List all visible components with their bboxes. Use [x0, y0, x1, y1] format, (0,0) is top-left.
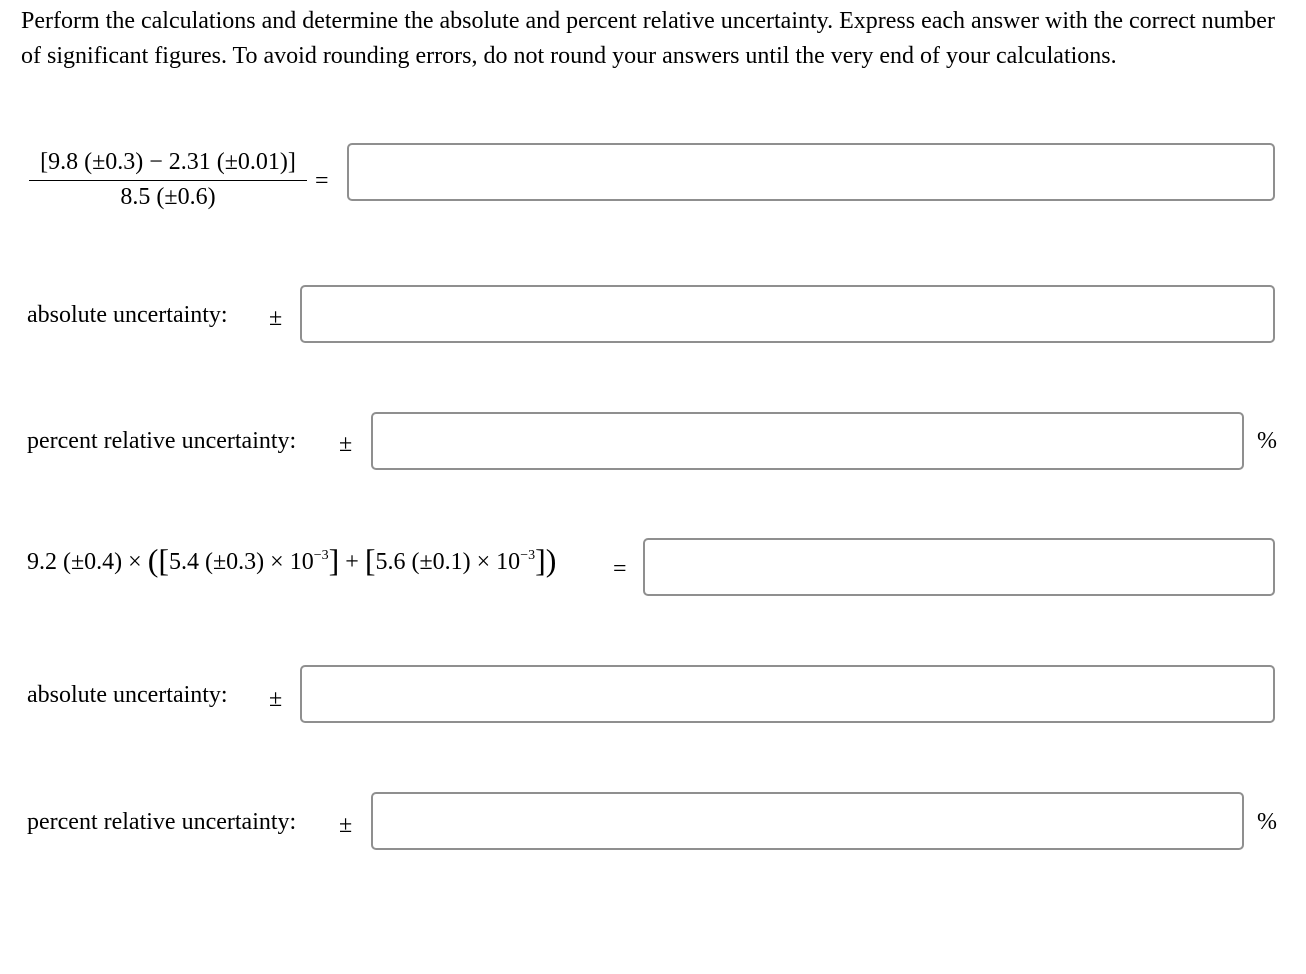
problem2-exponent-1: −3	[313, 548, 329, 563]
problem2-percent-relative-uncertainty-input[interactable]	[371, 792, 1244, 850]
problem2-plus-sign: +	[339, 549, 365, 575]
problem1-percent-relative-uncertainty-input[interactable]	[371, 412, 1244, 470]
problem2-term1: 9.2 (±0.4) ×	[27, 549, 148, 575]
problem2-equals-sign: =	[613, 556, 627, 582]
problem1-numerator: [9.8 (±0.3) − 2.31 (±0.01)]	[29, 149, 307, 181]
problem2-percent-sign: %	[1257, 809, 1277, 835]
problem2-open-bracket-1: [	[158, 542, 170, 578]
problem1-equals-sign: =	[315, 168, 329, 194]
problem2-percent-relative-uncertainty-label: percent relative uncertainty:	[27, 809, 297, 835]
problem1-abs-plus-minus-sign: ±	[269, 305, 283, 331]
problem1-absolute-uncertainty-label: absolute uncertainty:	[27, 302, 228, 328]
problem1-answer-input[interactable]	[347, 143, 1275, 201]
problem1-percent-relative-uncertainty-label: percent relative uncertainty:	[27, 428, 297, 454]
problem1-denominator: 8.5 (±0.6)	[120, 184, 216, 210]
problem2-expression	[27, 542, 557, 578]
problem1-rel-plus-minus-sign: ±	[339, 431, 353, 457]
problem2-term2: 5.4 (±0.3) × 10	[169, 549, 314, 575]
problem1-absolute-uncertainty-input[interactable]	[300, 285, 1275, 343]
problem2-close-bracket-1: ]	[328, 542, 340, 578]
problem2-open-paren: (	[147, 542, 159, 578]
problem2-abs-plus-minus-sign: ±	[269, 686, 283, 712]
instructions-text: Perform the calculations and determine the absolute and percent relative uncertainty. Express each answer with the correct number of significant figures. To avoid rounding errors, do not round your answers until the very end of your calculations.	[21, 8, 1275, 69]
problem1-percent-sign: %	[1257, 428, 1277, 454]
problem2-exponent-2: −3	[520, 548, 536, 563]
problem2-close-bracket-2: ]	[535, 542, 546, 578]
problem2-open-bracket-2: [	[364, 542, 376, 578]
problem2-rel-plus-minus-sign: ±	[339, 812, 353, 838]
problem1-fraction	[29, 149, 307, 211]
problem2-close-paren: )	[545, 542, 557, 578]
problem2-term3: 5.6 (±0.1) × 10	[375, 549, 521, 575]
problem2-absolute-uncertainty-label: absolute uncertainty:	[27, 682, 228, 708]
problem2-answer-input[interactable]	[643, 538, 1275, 596]
problem2-absolute-uncertainty-input[interactable]	[300, 665, 1275, 723]
